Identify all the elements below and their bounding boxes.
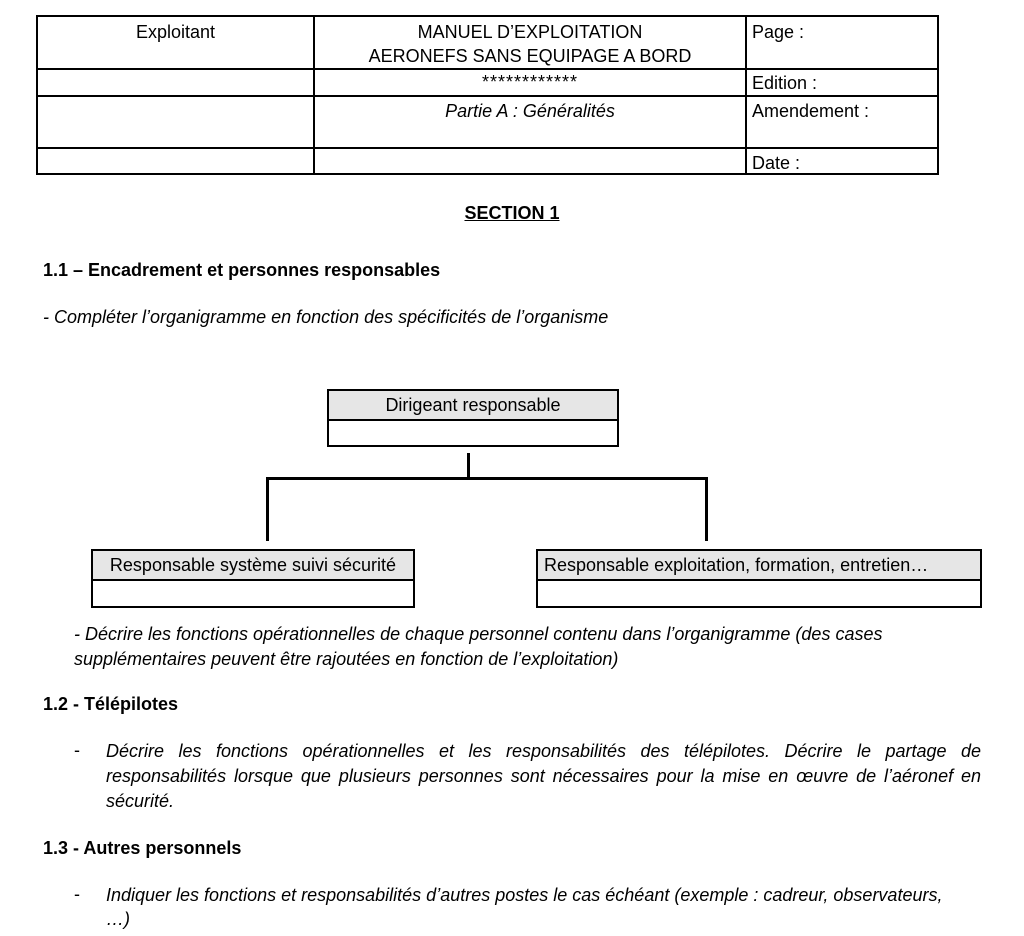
describe-1-1-line1: - Décrire les fonctions opérationnelles de chaque personnel contenu dans l’organigramme (des cases [74,624,883,644]
manual-title-line1: MANUEL D’EXPLOITATION [417,22,643,42]
describe-1-1-line2: supplémentaires peuvent être rajoutées en fonction de l’exploitation) [74,649,619,669]
edition-label: Edition : [752,73,818,93]
part-label: Partie A : Généralités [445,101,615,121]
org-box-safety-manager-label: Responsable système suivi sécurité [93,551,413,581]
other-staff-text-line2: …) [106,909,130,929]
manual-title-line2: AERONEFS SANS EQUIPAGE A BORD [368,46,692,66]
header-stars: ************ [481,72,579,92]
other-staff-text-line1: Indiquer les fonctions et responsabilités d’autres postes le cas échéant (exemple : cadreur, observateurs, [106,885,943,905]
header-col-divider [745,15,747,175]
instruction-1-1: - Compléter l’organigramme en fonction des spécificités de l’organisme [43,307,609,327]
heading-1-2: 1.2 - Télépilotes [43,694,179,714]
heading-1-1: 1.1 – Encadrement et personnes responsables [43,260,441,280]
org-connector-vertical [467,453,470,479]
org-connector-left [266,477,269,541]
org-connector-right [705,477,708,541]
page-label: Page : [752,22,805,42]
org-box-safety-manager [91,549,415,608]
org-box-director [327,389,619,447]
header-row-divider [36,95,939,97]
org-box-director-label: Dirigeant responsable [329,391,617,421]
telepilot-text-line1: Décrire les fonctions opérationnelles et les responsabilités des télépilotes. Décrire le partage de [106,741,981,761]
org-box-operations-manager [536,549,982,608]
bullet-marker: - [74,884,80,904]
org-connector-horizontal [266,477,708,480]
section-title: SECTION 1 [464,203,560,223]
operator-label: Exploitant [135,22,216,42]
telepilot-text-line2: responsabilités lorsque que plusieurs personnes sont nécessaires pour la mise en œuvre de l’aéronef en [106,766,981,786]
org-box-operations-manager-label: Responsable exploitation, formation, entretien… [538,551,980,581]
amendment-label: Amendement : [752,101,870,121]
date-label: Date : [752,153,801,173]
bullet-marker: - [74,740,80,760]
header-row-divider [36,68,939,70]
heading-1-3: 1.3 - Autres personnels [43,838,242,858]
telepilot-text-line3: sécurité. [106,791,175,811]
header-row-divider [36,147,939,149]
